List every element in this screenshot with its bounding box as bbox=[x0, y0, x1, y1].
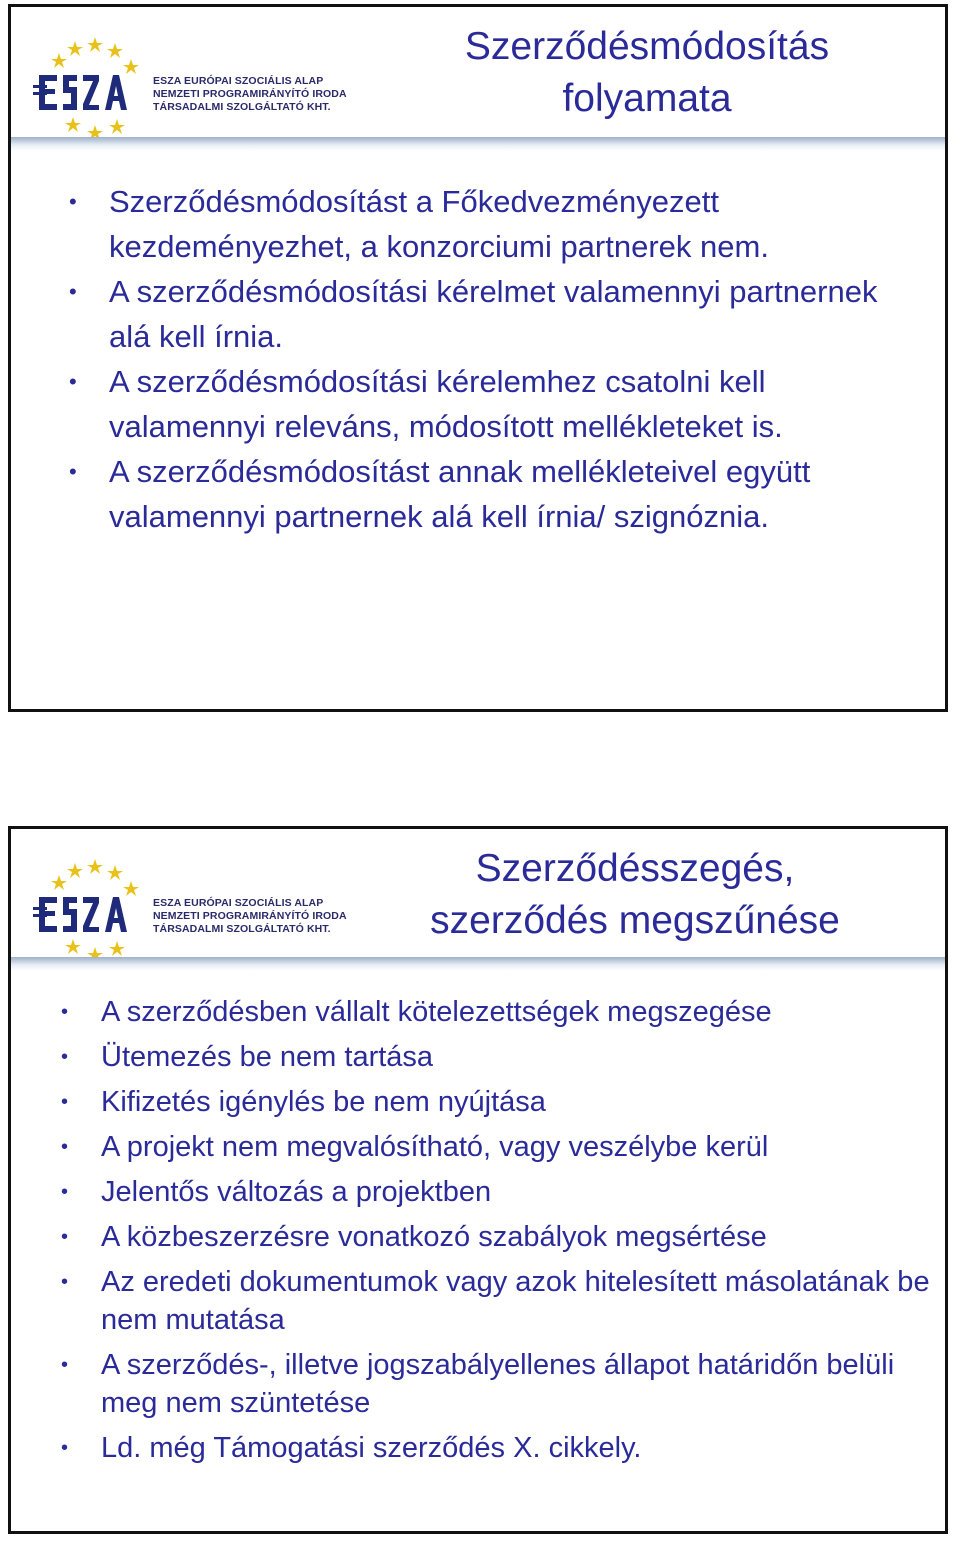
logo-caption-line-3: TÁRSADALMI SZOLGÁLTATÓ KHT. bbox=[153, 101, 331, 113]
logo-caption-line-2: NEMZETI PROGRAMIRÁNYÍTÓ IRODA bbox=[153, 910, 347, 922]
bullet-item: • Ütemezés be nem tartása bbox=[101, 1038, 931, 1076]
bullet-item: • A projekt nem megvalósítható, vagy veszélybe kerül bbox=[101, 1128, 931, 1166]
slide-contract-modification bbox=[8, 4, 948, 712]
slide-header bbox=[11, 829, 945, 974]
bullet-item: • A közbeszerzésre vonatkozó szabályok megsértése bbox=[101, 1218, 931, 1256]
bullet-item: • A szerződésben vállalt kötelezettségek megszegése bbox=[101, 993, 931, 1031]
bullet-item: • Az eredeti dokumentumok vagy azok hitelesített másolatának be nem mutatása bbox=[101, 1263, 931, 1339]
bullet-item: • A szerződésmódosítást annak mellékleteivel együtt valamennyi partnernek alá kell írnia/ szignóznia. bbox=[109, 449, 919, 539]
logo-caption-line-3: TÁRSADALMI SZOLGÁLTATÓ KHT. bbox=[153, 923, 331, 935]
esza-logo-mark-icon bbox=[33, 857, 153, 967]
logo-caption bbox=[153, 75, 347, 114]
slide-title-line-1: Szerződésszegés, bbox=[475, 847, 795, 890]
bullet-list bbox=[109, 179, 919, 539]
slide-contract-breach bbox=[8, 826, 948, 1534]
bullet-item: • Kifizetés igénylés be nem nyújtása bbox=[101, 1083, 931, 1121]
logo-caption bbox=[153, 897, 347, 936]
esza-logo bbox=[33, 35, 353, 145]
bullet-item: • Jelentős változás a projektben bbox=[101, 1173, 931, 1211]
bullet-item: • Ld. még Támogatási szerződés X. cikkely. bbox=[101, 1429, 931, 1467]
slide-title-line-2: folyamata bbox=[562, 77, 732, 120]
slide-header bbox=[11, 7, 945, 152]
bullet-item: • A szerződésmódosítási kérelmet valamennyi partnernek alá kell írnia. bbox=[109, 269, 919, 359]
slide-title-line-1: Szerződésmódosítás bbox=[464, 25, 830, 68]
bullet-list bbox=[101, 993, 931, 1474]
header-divider bbox=[11, 957, 945, 971]
bullet-item: • A szerződés-, illetve jogszabályellenes állapot határidőn belüli meg nem szüntetése bbox=[101, 1346, 931, 1422]
header-divider bbox=[11, 137, 945, 151]
logo-caption-line-1: ESZA EURÓPAI SZOCIÁLIS ALAP bbox=[153, 75, 324, 87]
slide-title bbox=[367, 21, 927, 125]
bullet-item: • Szerződésmódosítást a Főkedvezményezett kezdeményezhet, a konzorciumi partnerek nem. bbox=[109, 179, 919, 269]
esza-logo-mark-icon bbox=[33, 35, 153, 145]
slide-title-line-2: szerződés megszűnése bbox=[430, 899, 840, 942]
logo-caption-line-2: NEMZETI PROGRAMIRÁNYÍTÓ IRODA bbox=[153, 88, 347, 100]
logo-caption-line-1: ESZA EURÓPAI SZOCIÁLIS ALAP bbox=[153, 897, 324, 909]
slide-title bbox=[355, 843, 915, 947]
bullet-item: • A szerződésmódosítási kérelemhez csatolni kell valamennyi releváns, módosított mellékleteket is. bbox=[109, 359, 919, 449]
esza-logo bbox=[33, 857, 353, 967]
